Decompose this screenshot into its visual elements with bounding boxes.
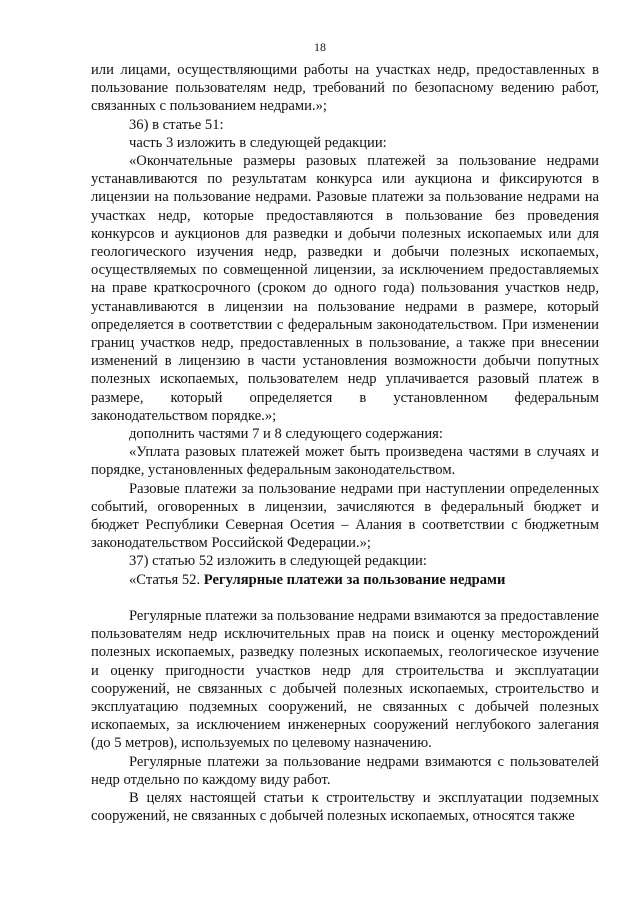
paragraph-underground-structures: В целях настоящей статьи к строительству и эксплуатации подземных сооружений, не связанных с добычей полезных ископаемых, относятся также <box>91 789 599 825</box>
paragraph-installments: «Уплата разовых платежей может быть произведена частями в случаях и порядке, установленных федеральным законодательством. <box>91 444 599 479</box>
paragraph-one-time-payments: Разовые платежи за пользование недрами при наступлении определенных событий, оговоренных в лицензии, зачисляются в федеральный бюджет и бюджет Республики Северная Осетия – Алания в соответствии с бюджетным законодательством Российской Федерации.»; <box>91 480 599 552</box>
paragraph-item-36: 36) в статье 51: <box>129 116 224 133</box>
article-heading-title: Регулярные платежи за пользование недрами <box>203 571 506 588</box>
paragraph-add-parts-intro: дополнить частями 7 и 8 следующего содержания: <box>129 426 443 443</box>
paragraph-continuation: или лицами, осуществляющими работы на участках недр, предоставленных в пользование пользователям недр, требований по безопасному ведению работ, связанных с пользованием недрами.»; <box>91 62 599 115</box>
paragraph-quote-final-payments: «Окончательные размеры разовых платежей за пользование недрами устанавливаются по результатам конкурса или аукциона и фиксируются в лицензии на пользование недрами. Разовые платежи за пользование недрами на участках недр, которые предоставляются в пользование без проведения конкурсов и аукционов для разведки и добычи полезных ископаемых или для геологического изучения недр, разведки и добычи полезных ископаемых, осуществляемых по совмещенной лицензии, за исключением предоставляемых на праве краткосрочного (сроком до одного года) пользования участков недр, устанавливаются в лицензии на пользование недрами в размере, который определяется в соответствии с федеральным законодательством. При изменении границ участков недр, предоставленных в пользование, а также при внесении изменений в лицензию в части установления возможности добычи попутных полезных ископаемых, пользователем недр уплачивается разовый платеж в размере, который определяется в установленном федеральным законодательством порядке.»; <box>91 153 599 424</box>
paragraph-regular-payments: Регулярные платежи за пользование недрами взимаются за предоставление пользователям недр исключительных прав на поиск и оценку месторождений полезных ископаемых, разведку полезных ископаемых, геологическое изучение и оценку пригодности участков недр для строительства и эксплуатации сооружений, не связанных с добычей полезных ископаемых, строительство и эксплуатацию подземных сооружений, не связанных с добычей полезных ископаемых, за исключением инженерных сооружений неглубокого залегания (до 5 метров), используемых по целевому назначению. <box>91 607 599 752</box>
article-52-heading <box>91 571 599 589</box>
section-gap <box>91 589 599 607</box>
article-heading-prefix: «Статья 52. <box>129 571 204 588</box>
document-body <box>91 61 599 825</box>
page-number: 18 <box>314 40 326 54</box>
paragraph-item-37: 37) статью 52 изложить в следующей редакции: <box>129 553 427 570</box>
paragraph-part-3-intro: часть 3 изложить в следующей редакции: <box>129 134 387 151</box>
paragraph-per-work-type: Регулярные платежи за пользование недрами взимаются с пользователей недр отдельно по каждому виду работ. <box>91 753 599 788</box>
